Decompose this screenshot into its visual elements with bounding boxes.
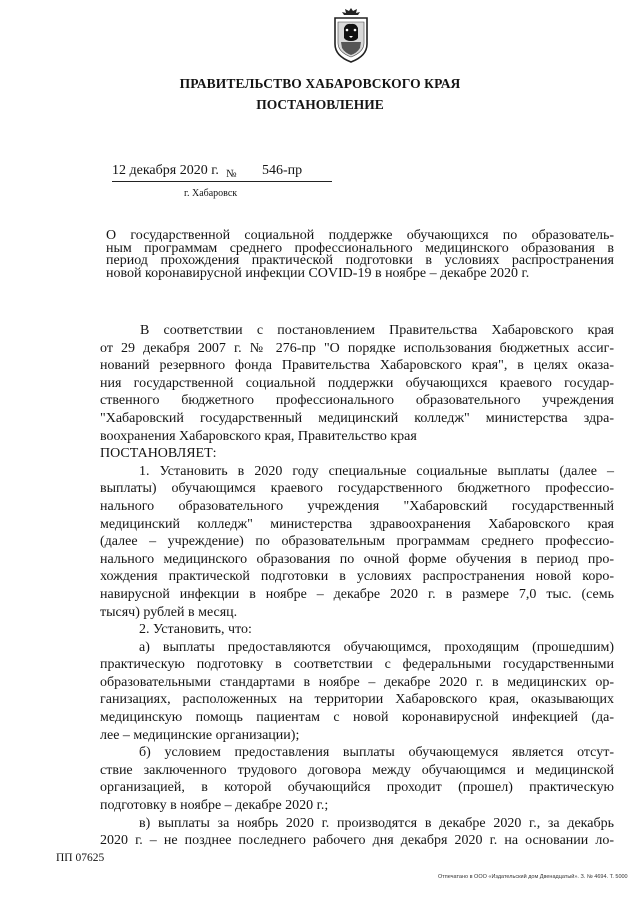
body-line: 2. Установить, что: (139, 622, 252, 638)
subject-line: ным программам среднего профессионального медицинского образования в (106, 240, 614, 256)
document-city: г. Хабаровск (184, 188, 238, 199)
body-line: выплаты) обучающимся краевого государственного бюджетного профессио- (100, 481, 614, 497)
document-date: 12 декабря 2020 г. (112, 163, 219, 178)
body-line: ствие заключенного трудового договора между обучающимся и медицинской (100, 762, 614, 778)
document-number: 546-пр (262, 163, 303, 178)
document-code: ПП 07625 (56, 852, 105, 864)
subject-line: новой коронавирусной инфекции COVID-19 в ноябре – декабре 2020 г. (106, 265, 530, 281)
body-line: 2020 г. – не позднее последнего рабочего дня декабря 2020 г. на основании ло- (100, 833, 614, 849)
printer-imprint: Отпечатано в ООО «Издательский дом Двенадцатый». З. № 4694. Т. 5000 (438, 874, 628, 880)
subject-line: О государственной социальной поддержке обучающихся по образователь- (106, 228, 614, 243)
document-body (100, 322, 614, 850)
body-line: медицинскую помощь пациентам с новой коронавирусной инфекцией (да- (100, 710, 614, 726)
body-line: образовательными стандартами в ноябре – декабре 2020 г. в медицинских ор- (100, 674, 614, 690)
body-line: навирусной инфекции в ноябре – декабре 2020 г. в размере 7,0 тыс. (семь (100, 586, 614, 602)
government-title: ПРАВИТЕЛЬСТВО ХАБАРОВСКОГО КРАЯ (179, 76, 461, 91)
body-line: медицинский колледж" министерства здравоохранения Хабаровского края (100, 516, 614, 532)
number-sign: № (226, 168, 237, 180)
body-line: ственного бюджетного профессионального образовательного учреждения (100, 393, 614, 409)
body-line: тысяч) рублей в месяц. (100, 604, 238, 620)
document-type: ПОСТАНОВЛЕНИЕ (256, 97, 384, 112)
date-number-line (112, 163, 332, 182)
coat-of-arms-icon (330, 6, 372, 64)
body-line: В соответствии с постановлением Правительства Хабаровского края (140, 323, 614, 338)
body-line: нального образовательного учреждения "Хабаровский государственный (100, 498, 614, 514)
body-line: лее – медицинские организации); (100, 727, 300, 743)
body-line: в) выплаты за ноябрь 2020 г. производятся в декабре 2020 г., за декабрь (139, 815, 614, 831)
body-line: ния государственной социальной поддержки обучающихся краевого государ- (100, 375, 614, 391)
body-line: практическую подготовку в соответствии с федеральными государственными (100, 657, 614, 673)
body-line: организацией, в которой обучающийся проходит (прошел) практическую (100, 780, 614, 796)
body-line: от 29 декабря 2007 г. № 276-пр "О порядке использования бюджетных ассиг- (100, 340, 614, 356)
document-subject (106, 230, 614, 280)
body-line: нований резервного фонда Правительства Хабаровского края", в целях оказа- (100, 358, 614, 374)
body-line-decree: ПОСТАНОВЛЯЕТ: (100, 446, 217, 462)
body-line: "Хабаровский государственный медицинский колледж" министерства здра- (100, 410, 614, 426)
body-line: а) выплаты предоставляются обучающимся, проходящим (прошедшим) (139, 639, 614, 655)
body-line: 1. Установить в 2020 году специальные социальные выплаты (далее – (139, 463, 614, 479)
body-line: хождения практической подготовки в условиях распространения новой коро- (100, 569, 614, 585)
subject-line: период прохождения практической подготовки в условиях распространения (106, 253, 614, 268)
body-line: б) условием предоставления выплаты обучающемуся является отсут- (139, 745, 614, 761)
body-line: ганизациях, расположенных на территории Хабаровского края, оказывающих (100, 692, 614, 708)
body-line: подготовку в ноябре – декабре 2020 г.; (100, 798, 329, 814)
body-line: нального медицинского образования по очной форме обучения в период про- (100, 551, 614, 567)
body-line: (далее – учреждение) по образовательным программам среднего профессио- (100, 534, 614, 550)
body-line: воохранения Хабаровского края, Правительство края (100, 428, 417, 444)
